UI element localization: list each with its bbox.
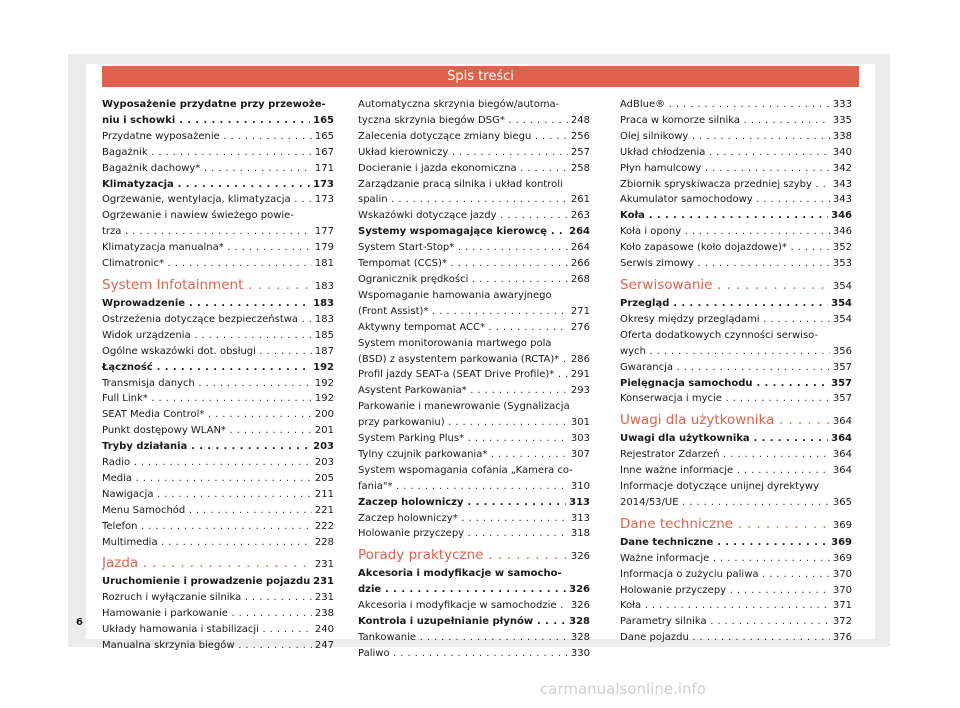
entry-title: Wskazówki dotyczące jazdy . . . bbox=[358, 208, 568, 224]
toc-entry[interactable] bbox=[102, 129, 334, 145]
entry-title: Uwagi dla użytkownika . . . bbox=[620, 431, 828, 447]
page-ref: 183 bbox=[314, 280, 334, 292]
toc-entry[interactable] bbox=[620, 630, 852, 646]
entry-title: Klimatyzacja . . . bbox=[102, 177, 310, 193]
entry-title: przy parkowaniu) . . . bbox=[358, 415, 568, 431]
toc-entry[interactable] bbox=[358, 352, 590, 368]
toc-entry[interactable] bbox=[620, 391, 852, 407]
page-ref: 185 bbox=[314, 329, 334, 341]
toc-entry[interactable] bbox=[620, 296, 852, 312]
page-ref: 264 bbox=[569, 226, 590, 238]
toc-entry[interactable] bbox=[358, 598, 590, 614]
section-title: Porady praktyczne . . . bbox=[358, 546, 568, 565]
toc-entry-line: Zarządzanie pracą silnika i układ kontroli bbox=[358, 178, 563, 190]
page-ref: 354 bbox=[831, 297, 852, 309]
page-ref: 228 bbox=[314, 536, 334, 548]
page-ref: 338 bbox=[832, 130, 852, 142]
toc-entry[interactable] bbox=[358, 129, 590, 145]
toc-entry[interactable] bbox=[358, 383, 590, 399]
toc-section[interactable] bbox=[620, 411, 852, 431]
page-ref: 330 bbox=[570, 647, 590, 659]
entry-title: Układ kierowniczy . . . bbox=[358, 145, 568, 161]
page-ref: 370 bbox=[832, 584, 852, 596]
section-title: Jazda . . . bbox=[102, 554, 312, 573]
page-ref: 343 bbox=[832, 178, 852, 190]
page-ref: 335 bbox=[832, 114, 852, 126]
toc-entry[interactable] bbox=[620, 344, 852, 360]
entry-title: Rozruch i wyłączanie silnika . . . bbox=[102, 590, 312, 606]
toc-entry[interactable] bbox=[358, 630, 590, 646]
toc-entry[interactable] bbox=[102, 145, 334, 161]
toc-entry-line: System wspomagania cofania „Kamera co- bbox=[358, 464, 573, 476]
page-ref: 261 bbox=[570, 194, 590, 206]
toc-entry[interactable] bbox=[620, 431, 852, 447]
page-ref: 369 bbox=[832, 519, 852, 531]
toc-entry[interactable] bbox=[102, 376, 334, 392]
entry-title: Manualna skrzynia biegów . . . bbox=[102, 638, 312, 654]
toc-entry-line: Ogrzewanie i nawiew świeżego powie- bbox=[102, 210, 294, 222]
page-ref: 231 bbox=[313, 576, 334, 588]
entry-title: Nawigacja . . . bbox=[102, 487, 312, 503]
entry-title: Koło zapasowe (koło dojazdowe)* . . . bbox=[620, 240, 830, 256]
page-ref: 313 bbox=[570, 512, 590, 524]
page-ref: 173 bbox=[313, 178, 334, 190]
page-ref: 179 bbox=[314, 242, 334, 254]
page-ref: 192 bbox=[313, 361, 334, 373]
page-ref: 256 bbox=[570, 130, 590, 142]
entry-title: Punkt dostępowy WLAN* . . . bbox=[102, 423, 312, 439]
toc-column-3 bbox=[620, 97, 852, 646]
toc-section[interactable] bbox=[102, 276, 334, 296]
entry-title: Profil jazdy SEAT-a (SEAT Drive Profile)* . . . bbox=[358, 367, 568, 383]
toc-entry-line: Akcesoria i modyfikacje w samocho- bbox=[358, 568, 562, 580]
page-ref: 257 bbox=[570, 146, 590, 158]
page-ref: 286 bbox=[570, 353, 590, 365]
entry-title: Wprowadzenie . . . bbox=[102, 296, 310, 312]
toc-entry[interactable] bbox=[358, 415, 590, 431]
toc-entry[interactable] bbox=[358, 495, 590, 511]
entry-title: Akcesoria i modyfikacje w samochodzie . . . bbox=[358, 598, 568, 614]
entry-title: Serwis zimowy . . . bbox=[620, 256, 830, 272]
toc-entry[interactable] bbox=[358, 208, 590, 224]
entry-title: Przydatne wyposażenie . . . bbox=[102, 129, 312, 145]
toc-entry[interactable] bbox=[102, 574, 334, 590]
entry-title: Zaczep holowniczy* . . . bbox=[358, 511, 568, 527]
page-ref: 173 bbox=[314, 194, 334, 206]
entry-title: Climatronic* . . . bbox=[102, 256, 312, 272]
page-ref: 307 bbox=[570, 448, 590, 460]
toc-entry[interactable] bbox=[620, 567, 852, 583]
page-ref: 187 bbox=[314, 345, 334, 357]
entry-title: SEAT Media Control* . . . bbox=[102, 407, 312, 423]
entry-title: System Parking Plus* . . . bbox=[358, 431, 568, 447]
toc-entry[interactable] bbox=[102, 360, 334, 376]
toc-entry[interactable] bbox=[358, 304, 590, 320]
page-ref: 238 bbox=[314, 608, 334, 620]
toc-entry[interactable] bbox=[102, 439, 334, 455]
entry-title: Gwarancja . . . bbox=[620, 360, 830, 376]
page-ref: 346 bbox=[832, 226, 852, 238]
entry-title: Radio . . . bbox=[102, 455, 312, 471]
entry-title: Rejestrator Zdarzeń . . . bbox=[620, 447, 830, 463]
page-ref: 266 bbox=[570, 258, 590, 270]
page-ref: 328 bbox=[569, 616, 590, 628]
page-ref: 357 bbox=[832, 361, 852, 373]
toc-entry[interactable] bbox=[358, 447, 590, 463]
toc-entry[interactable] bbox=[102, 503, 334, 519]
page-ref: 165 bbox=[313, 114, 334, 126]
entry-title: Zbiornik spryskiwacza przedniej szyby . . . bbox=[620, 177, 830, 193]
page-ref: 293 bbox=[570, 385, 590, 397]
entry-title: Informacja o zużyciu paliwa . . . bbox=[620, 567, 830, 583]
page-ref: 165 bbox=[314, 130, 334, 142]
page-ref: 203 bbox=[313, 441, 334, 453]
page-ref: 326 bbox=[570, 551, 590, 563]
toc-entry[interactable] bbox=[358, 145, 590, 161]
page-ref: 310 bbox=[570, 480, 590, 492]
toc-column-2 bbox=[358, 97, 590, 662]
page-ref: 354 bbox=[832, 313, 852, 325]
toc-entry[interactable] bbox=[358, 240, 590, 256]
page-ref: 318 bbox=[570, 528, 590, 540]
toc-entry[interactable] bbox=[358, 614, 590, 630]
entry-title: Klimatyzacja manualna* . . . bbox=[102, 240, 312, 256]
page-ref: 301 bbox=[570, 417, 590, 429]
entry-title: Olej silnikowy . . . bbox=[620, 129, 830, 145]
toc-entry-line: System monitorowania martwego pola bbox=[358, 337, 552, 349]
page-ref: 205 bbox=[314, 472, 334, 484]
toc-entry[interactable] bbox=[102, 177, 334, 193]
entry-title: tyczna skrzynia biegów DSG* . . . bbox=[358, 113, 568, 129]
toc-entry[interactable] bbox=[620, 535, 852, 551]
entry-title: Zalecenia dotyczące zmiany biegu . . . bbox=[358, 129, 568, 145]
entry-title: niu i schowki . . . bbox=[102, 113, 310, 129]
page-title: Spis treści bbox=[102, 66, 859, 87]
entry-title: Konserwacja i mycie . . . bbox=[620, 391, 830, 407]
entry-title: Zaczep holowniczy . . . bbox=[358, 495, 566, 511]
toc-entry[interactable] bbox=[102, 622, 334, 638]
page-ref: 291 bbox=[570, 369, 590, 381]
toc-section[interactable] bbox=[620, 515, 852, 535]
page-ref: 357 bbox=[832, 393, 852, 405]
toc-entry[interactable] bbox=[102, 407, 334, 423]
toc-entry[interactable] bbox=[102, 606, 334, 622]
entry-title: Media . . . bbox=[102, 471, 312, 487]
toc-entry[interactable] bbox=[102, 161, 334, 177]
toc-entry[interactable] bbox=[620, 97, 852, 113]
section-title: Uwagi dla użytkownika . . . bbox=[620, 411, 830, 430]
toc-entry[interactable] bbox=[102, 328, 334, 344]
page-ref: 258 bbox=[570, 162, 590, 174]
entry-title: Przegląd . . . bbox=[620, 296, 828, 312]
page-ref: 371 bbox=[832, 600, 852, 612]
page-ref: 167 bbox=[314, 146, 334, 158]
toc-entry[interactable] bbox=[620, 312, 852, 328]
entry-title: Docieranie i jazda ekonomiczna . . . bbox=[358, 161, 568, 177]
toc-entry[interactable] bbox=[358, 161, 590, 177]
entry-title: Okresy między przeglądami . . . bbox=[620, 312, 830, 328]
toc-entry[interactable] bbox=[102, 590, 334, 606]
toc-entry[interactable] bbox=[358, 582, 590, 598]
entry-title: Asystent Parkowania* . . . bbox=[358, 383, 568, 399]
page-ref: 328 bbox=[570, 632, 590, 643]
entry-title: Aktywny tempomat ACC* . . . bbox=[358, 320, 568, 336]
entry-title: System Start-Stop* . . . bbox=[358, 240, 568, 256]
toc-entry[interactable] bbox=[358, 256, 590, 272]
toc-entry[interactable] bbox=[620, 161, 852, 177]
page-ref: 343 bbox=[832, 194, 852, 206]
toc-entry[interactable] bbox=[620, 177, 852, 193]
page-number: 6 bbox=[76, 617, 83, 628]
toc-entry[interactable] bbox=[102, 535, 334, 551]
toc-entry[interactable] bbox=[620, 224, 852, 240]
entry-title: Paliwo . . . bbox=[358, 646, 568, 662]
entry-title: Łączność . . . bbox=[102, 360, 310, 376]
entry-title: Płyn hamulcowy . . . bbox=[620, 161, 830, 177]
entry-title: (Front Assist)* . . . bbox=[358, 304, 568, 320]
entry-title: Ogranicznik prędkości . . . bbox=[358, 272, 568, 288]
entry-title: AdBlue® . . . bbox=[620, 97, 830, 113]
toc-entry[interactable] bbox=[620, 256, 852, 272]
entry-title: Holowanie przyczepy . . . bbox=[358, 526, 568, 542]
entry-title: spalin . . . bbox=[358, 192, 568, 208]
toc-entry[interactable] bbox=[102, 256, 334, 272]
page-ref: 211 bbox=[314, 488, 334, 500]
entry-title: Menu Samochód . . . bbox=[102, 503, 312, 519]
entry-title: Dane pojazdu . . . bbox=[620, 630, 830, 646]
toc-entry[interactable] bbox=[620, 376, 852, 392]
section-title: System Infotainment . . . bbox=[102, 276, 312, 295]
toc-entry[interactable] bbox=[358, 479, 590, 495]
toc-entry[interactable] bbox=[620, 614, 852, 630]
toc-entry[interactable] bbox=[358, 367, 590, 383]
page-ref: 222 bbox=[314, 520, 334, 532]
page-ref: 364 bbox=[832, 465, 852, 477]
page-ref: 372 bbox=[832, 616, 852, 628]
entry-title: Układ chłodzenia . . . bbox=[620, 145, 830, 161]
toc-entry[interactable] bbox=[358, 272, 590, 288]
entry-title: Ważne informacje . . . bbox=[620, 551, 830, 567]
toc-entry[interactable] bbox=[620, 129, 852, 145]
page-ref: 342 bbox=[832, 162, 852, 174]
entry-title: Praca w komorze silnika . . . bbox=[620, 113, 830, 129]
entry-title: fania"* . . . bbox=[358, 479, 568, 495]
entry-title: Dane techniczne . . . bbox=[620, 535, 828, 551]
page-ref: 346 bbox=[831, 210, 852, 222]
entry-title: trza . . . bbox=[102, 224, 312, 240]
page-ref: 183 bbox=[313, 297, 334, 309]
toc-entry[interactable] bbox=[358, 511, 590, 527]
page-ref: 364 bbox=[832, 449, 852, 461]
page-ref: 271 bbox=[570, 305, 590, 317]
toc-entry[interactable] bbox=[102, 344, 334, 360]
entry-title: Koła i opony . . . bbox=[620, 224, 830, 240]
toc-section[interactable] bbox=[102, 554, 334, 574]
entry-title: wych . . . bbox=[620, 344, 830, 360]
entry-title: Full Link* . . . bbox=[102, 391, 312, 407]
toc-entry[interactable] bbox=[102, 224, 334, 240]
entry-title: Parametry silnika . . . bbox=[620, 614, 830, 630]
toc-entry[interactable] bbox=[102, 240, 334, 256]
toc-section[interactable] bbox=[620, 276, 852, 296]
entry-title: Widok urządzenia . . . bbox=[102, 328, 312, 344]
entry-title: dzie . . . bbox=[358, 582, 566, 598]
page-ref: 276 bbox=[570, 321, 590, 333]
entry-title: Hamowanie i parkowanie . . . bbox=[102, 606, 312, 622]
toc-entry[interactable] bbox=[102, 312, 334, 328]
toc-section[interactable] bbox=[358, 546, 590, 566]
toc-entry[interactable] bbox=[358, 113, 590, 129]
page-ref: 231 bbox=[314, 592, 334, 604]
page-ref: 264 bbox=[570, 242, 590, 254]
page-ref: 369 bbox=[832, 552, 852, 564]
page-ref: 201 bbox=[314, 425, 334, 437]
page-ref: 303 bbox=[570, 433, 590, 445]
toc-entry[interactable] bbox=[102, 113, 334, 129]
page-ref: 354 bbox=[832, 280, 852, 292]
page-ref: 192 bbox=[314, 393, 334, 405]
page-ref: 352 bbox=[832, 242, 852, 254]
entry-title: (BSD) z asystentem parkowania (RCTA)* . . . bbox=[358, 352, 568, 368]
entry-title: Ogólne wskazówki dot. obsługi . . . bbox=[102, 344, 312, 360]
page-ref: 376 bbox=[832, 632, 852, 644]
page-ref: 340 bbox=[832, 146, 852, 158]
page-ref: 326 bbox=[569, 584, 590, 596]
toc-entry[interactable] bbox=[620, 463, 852, 479]
toc-entry-line: Informacje dotyczące unijnej dyrektywy bbox=[620, 481, 820, 493]
toc-entry-line: Automatyczna skrzynia biegów/automa- bbox=[358, 99, 560, 110]
page-ref: 364 bbox=[832, 416, 852, 428]
page-ref: 247 bbox=[314, 640, 334, 652]
entry-title: Kontrola i uzupełnianie płynów . . . bbox=[358, 614, 566, 630]
page-ref: 364 bbox=[831, 433, 852, 445]
entry-title: Akumulator samochodowy . . . bbox=[620, 192, 830, 208]
toc-entry-line: Wyposażenie przydatne przy przewoże- bbox=[102, 99, 326, 110]
page-ref: 313 bbox=[569, 496, 590, 508]
toc-entry[interactable] bbox=[358, 431, 590, 447]
toc-entry-line: Wspomaganie hamowania awaryjnego bbox=[358, 289, 552, 301]
entry-title: Telefon . . . bbox=[102, 519, 312, 535]
toc-entry[interactable] bbox=[358, 192, 590, 208]
page-ref: 231 bbox=[314, 559, 334, 571]
toc-entry[interactable] bbox=[620, 360, 852, 376]
section-title: Serwisowanie . . . bbox=[620, 276, 830, 295]
entry-title: Bagażnik . . . bbox=[102, 145, 312, 161]
toc-entry[interactable] bbox=[102, 519, 334, 535]
page-ref: 268 bbox=[570, 273, 590, 285]
page-ref: 353 bbox=[832, 258, 852, 270]
entry-title: Pielęgnacja samochodu . . . bbox=[620, 376, 828, 392]
entry-title: 2014/53/UE . . . bbox=[620, 495, 830, 511]
entry-title: Tankowanie . . . bbox=[358, 630, 568, 646]
page-ref: 221 bbox=[314, 504, 334, 516]
toc-entry[interactable] bbox=[620, 598, 852, 614]
entry-title: Koła . . . bbox=[620, 598, 830, 614]
toc-entry-line: Oferta dodatkowych czynności serwiso- bbox=[620, 329, 819, 341]
entry-title: Systemy wspomagające kierowcę . . . bbox=[358, 224, 566, 240]
toc-entry[interactable] bbox=[620, 447, 852, 463]
entry-title: Układy hamowania i stabilizacji . . . bbox=[102, 622, 312, 638]
entry-title: Uruchomienie i prowadzenie pojazdu . . . bbox=[102, 574, 310, 590]
entry-title: Ogrzewanie, wentylacja, klimatyzacja . . . bbox=[102, 192, 312, 208]
entry-title: Tryby działania . . . bbox=[102, 439, 310, 455]
entry-title: Tylny czujnik parkowania* . . . bbox=[358, 447, 568, 463]
page-ref: 333 bbox=[832, 99, 852, 110]
toc-entry[interactable] bbox=[620, 240, 852, 256]
page-ref: 203 bbox=[314, 457, 334, 469]
toc-entry[interactable] bbox=[102, 423, 334, 439]
page-ref: 183 bbox=[314, 313, 334, 325]
page-ref: 200 bbox=[314, 409, 334, 421]
watermark: carmanualsonline.info bbox=[540, 680, 706, 698]
page-ref: 357 bbox=[831, 377, 852, 389]
page-ref: 181 bbox=[314, 258, 334, 270]
toc-entry[interactable] bbox=[358, 320, 590, 336]
entry-title: Holowanie przyczepy . . . bbox=[620, 583, 830, 599]
page-ref: 263 bbox=[570, 210, 590, 222]
entry-title: Inne ważne informacje . . . bbox=[620, 463, 830, 479]
toc-entry[interactable] bbox=[620, 192, 852, 208]
entry-title: Transmisja danych . . . bbox=[102, 376, 312, 392]
toc-entry[interactable] bbox=[358, 224, 590, 240]
toc-column-1 bbox=[102, 97, 334, 654]
toc-entry[interactable] bbox=[102, 638, 334, 654]
page-ref: 356 bbox=[832, 345, 852, 357]
page-ref: 369 bbox=[831, 536, 852, 548]
toc-entry[interactable] bbox=[620, 583, 852, 599]
toc-entry[interactable] bbox=[620, 208, 852, 224]
page-ref: 370 bbox=[832, 568, 852, 580]
entry-title: Bagażnik dachowy* . . . bbox=[102, 161, 312, 177]
entry-title: Koła . . . bbox=[620, 208, 828, 224]
toc-entry[interactable] bbox=[358, 526, 590, 542]
page-ref: 248 bbox=[570, 114, 590, 126]
toc-entry[interactable] bbox=[620, 113, 852, 129]
page-ref: 326 bbox=[570, 600, 590, 612]
toc-entry[interactable] bbox=[102, 192, 334, 208]
page-ref: 240 bbox=[314, 624, 334, 636]
toc-entry[interactable] bbox=[102, 455, 334, 471]
page-ref: 192 bbox=[314, 377, 334, 389]
toc-entry[interactable] bbox=[620, 495, 852, 511]
page-ref: 365 bbox=[832, 496, 852, 508]
page-ref: 171 bbox=[314, 162, 334, 174]
toc-entry[interactable] bbox=[102, 471, 334, 487]
toc-entry[interactable] bbox=[620, 145, 852, 161]
entry-title: Ostrzeżenia dotyczące bezpieczeństwa . . . bbox=[102, 312, 312, 328]
toc-entry[interactable] bbox=[620, 551, 852, 567]
page-ref: 177 bbox=[314, 226, 334, 238]
section-title: Dane techniczne . . . bbox=[620, 515, 830, 534]
entry-title: Tempomat (CCS)* . . . bbox=[358, 256, 568, 272]
toc-entry[interactable] bbox=[358, 646, 590, 662]
toc-entry-line: Parkowanie i manewrowanie (Sygnalizacja bbox=[358, 401, 570, 413]
toc-entry[interactable] bbox=[102, 296, 334, 312]
entry-title: Multimedia . . . bbox=[102, 535, 312, 551]
toc-entry[interactable] bbox=[102, 391, 334, 407]
toc-entry[interactable] bbox=[102, 487, 334, 503]
